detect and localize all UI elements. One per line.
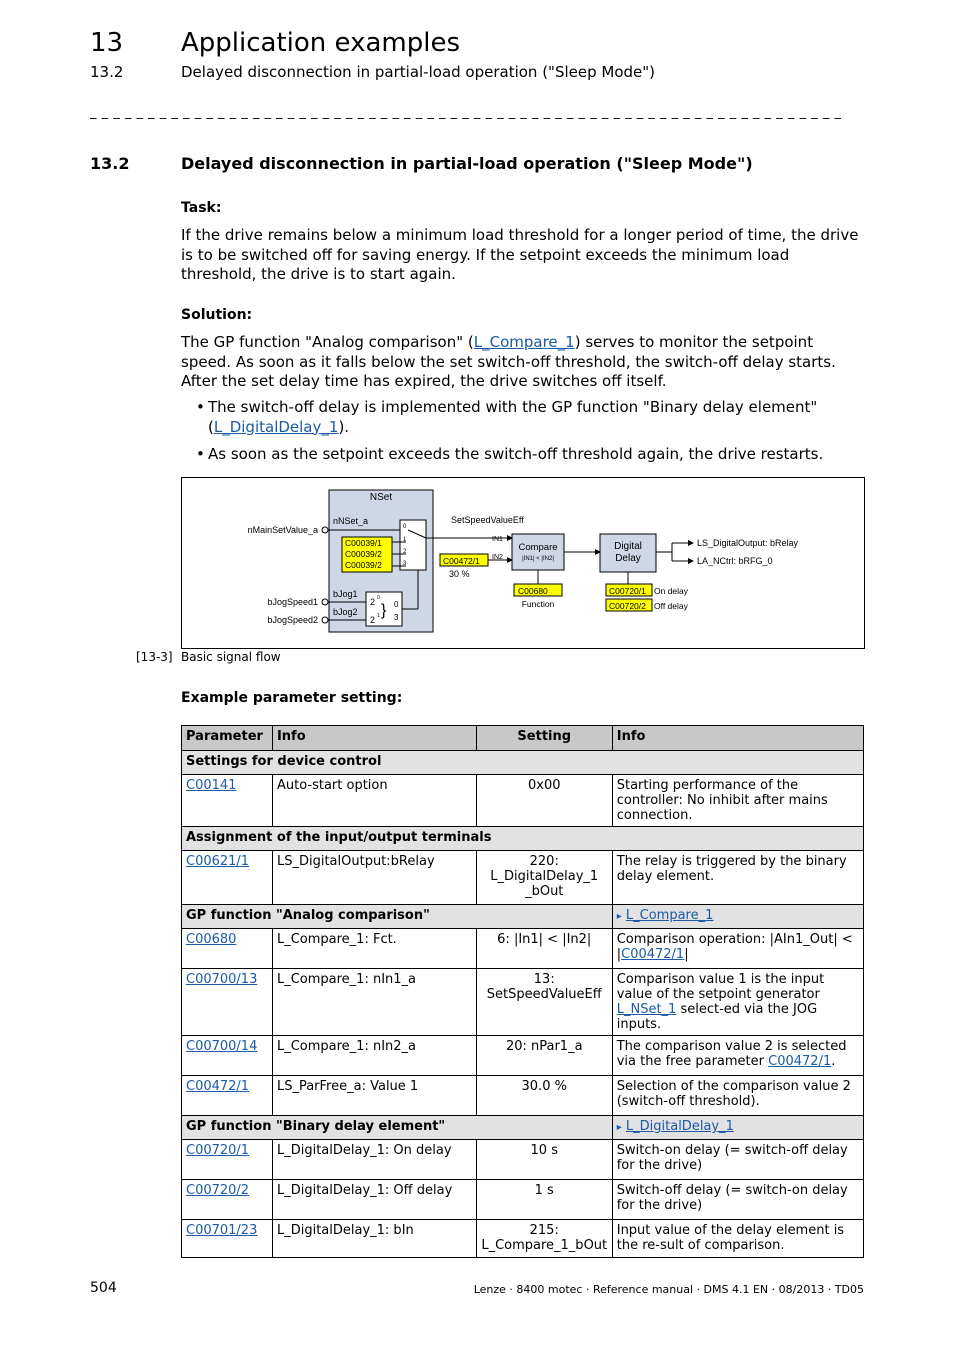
compare-op: |IN1| < |IN2| xyxy=(522,556,554,562)
row-info: Auto-start option xyxy=(272,775,476,827)
in1-label: IN1 xyxy=(492,536,503,543)
row-description: Comparison operation: |AIn1_Out| < |C00472/1| xyxy=(612,929,863,969)
col-setting: Setting xyxy=(476,726,612,751)
link-l-digitaldelay-1[interactable]: L_DigitalDelay_1 xyxy=(213,417,339,436)
header-section-number: 13.2 xyxy=(90,63,124,81)
signal-flow-svg xyxy=(182,478,864,648)
row-info: L_DigitalDelay_1: On delay xyxy=(272,1140,476,1180)
figure-caption: Basic signal flow xyxy=(181,650,281,664)
row-description: Comparison value 1 is the input value of the setpoint generator L_NSet_1 select-ed via the JOG inputs. xyxy=(612,969,863,1036)
nset-a-label: nNSet_a xyxy=(333,516,369,526)
sel-2: 2 xyxy=(403,549,407,555)
pct-label: 30 % xyxy=(449,569,470,579)
c472-label: C00472/1 xyxy=(443,556,480,566)
row-setting: 20: nPar1_a xyxy=(476,1036,612,1076)
header-section-title: Delayed disconnection in partial-load operation ("Sleep Mode") xyxy=(181,63,656,81)
task-label: Task: xyxy=(181,200,222,216)
link-c00472-1[interactable]: C00472/1 xyxy=(621,947,685,962)
section-number: 13.2 xyxy=(90,154,130,173)
row-info: LS_DigitalOutput:bRelay xyxy=(272,851,476,905)
bjog1-in-label: bJog1 xyxy=(333,589,358,599)
param-link[interactable]: C00720/2 xyxy=(186,1183,250,1198)
footer-text: Lenze · 8400 motec · Reference manual · DMS 4.1 EN · 08/2013 · TD05 xyxy=(473,1283,864,1296)
on-delay-label: On delay xyxy=(654,586,689,596)
param-link[interactable]: C00680 xyxy=(186,932,237,947)
chevron-right-icon: ▸ xyxy=(616,1122,622,1133)
table-row xyxy=(182,1180,864,1220)
row-info: LS_ParFree_a: Value 1 xyxy=(272,1076,476,1116)
nmain-input-label: nMainSetValue_a xyxy=(247,525,318,535)
bjog2-in-label: bJog2 xyxy=(333,607,358,617)
table-row xyxy=(182,775,864,827)
table-row xyxy=(182,851,864,905)
row-setting: 220: L_DigitalDelay_1 _bOut xyxy=(476,851,612,905)
param-link[interactable]: C00141 xyxy=(186,778,237,793)
param-link[interactable]: C00621/1 xyxy=(186,854,250,869)
section-analog-comparison: GP function "Analog comparison" xyxy=(182,905,613,929)
solution-text: The GP function "Analog comparison" (L_Compare_1) serves to monitor the setpoint speed. As soon as it falls below the set switch-off threshold, the switch-off delay starts. After the set delay time has expired, the drive switches off itself. xyxy=(181,333,836,390)
row-description: Selection of the comparison value 2 (switch-off threshold). xyxy=(612,1076,863,1116)
link-l-compare-1[interactable]: L_Compare_1 xyxy=(473,333,575,351)
row-description: The relay is triggered by the binary delay element. xyxy=(612,851,863,905)
table-row xyxy=(182,969,864,1036)
out-relay-label: LS_DigitalOutput: bRelay xyxy=(697,538,799,548)
sel-3: 3 xyxy=(403,561,407,567)
row-description: Starting performance of the controller: No inhibit after mains connection. xyxy=(612,775,863,827)
jog-dec-2b: 2 xyxy=(370,615,376,625)
task-text: If the drive remains below a minimum load threshold for a longer period of time, the drive is to be switched off for saving energy. If the setpoint exceeds the minimum load threshold, the drive is to start again. xyxy=(181,226,859,283)
header-separator: _ _ _ _ _ _ _ _ _ _ _ _ _ _ _ _ _ _ _ _ _ _ _ _ _ _ _ _ _ _ _ _ _ _ _ _ _ _ _ _ _ _ _ _ _ _ _ _ _ _ _ _ _ _ _ _ _ _ _ _ _ _ _ _ _ xyxy=(90,105,842,120)
col-info2: Info xyxy=(612,726,863,751)
bullet-restart: As soon as the setpoint exceeds the switch-off threshold again, the drive restarts. xyxy=(208,445,824,463)
row-setting: 215: L_Compare_1_bOut xyxy=(476,1220,612,1258)
nset-title: NSet xyxy=(369,492,393,503)
jog-dec-out-0: 0 xyxy=(394,600,399,609)
section-device-control: Settings for device control xyxy=(182,751,864,775)
jog-dec-1: 1 xyxy=(377,613,380,619)
off-delay-label: Off delay xyxy=(654,601,688,611)
bjogspeed2-label: bJogSpeed2 xyxy=(267,615,318,625)
col-parameter: Parameter xyxy=(182,726,273,751)
sel-1: 1 xyxy=(403,537,407,543)
table-row xyxy=(182,1140,864,1180)
row-description: Switch-off delay (= switch-on delay for the drive) xyxy=(612,1180,863,1220)
compare-title: Compare xyxy=(518,542,558,553)
chapter-number: 13 xyxy=(90,28,124,58)
sel-0: 0 xyxy=(403,524,407,530)
table-row xyxy=(182,1076,864,1116)
function-label: Function xyxy=(521,599,555,609)
row-info: L_Compare_1: nIn2_a xyxy=(272,1036,476,1076)
section-io-terminals: Assignment of the input/output terminals xyxy=(182,827,864,851)
setspeed-label: SetSpeedValueEff xyxy=(451,515,524,525)
bullet-switch-off-delay: The switch-off delay is implemented with the GP function "Binary delay element" (L_DigitalDelay_1). xyxy=(208,398,818,436)
c720-2-label: C00720/2 xyxy=(609,601,646,611)
chevron-right-icon: ▸ xyxy=(616,911,622,922)
link-l-compare-1[interactable]: L_Compare_1 xyxy=(625,908,714,923)
section-title: Delayed disconnection in partial-load operation ("Sleep Mode") xyxy=(181,154,753,173)
section-binary-delay: GP function "Binary delay element" xyxy=(182,1116,613,1140)
link-l-digitaldelay-1[interactable]: L_DigitalDelay_1 xyxy=(625,1119,734,1134)
row-setting: 30.0 % xyxy=(476,1076,612,1116)
c39-1-label: C00039/1 xyxy=(345,538,382,548)
link-c00472-1[interactable]: C00472/1 xyxy=(768,1054,832,1069)
solution-label: Solution: xyxy=(181,307,253,323)
col-info: Info xyxy=(272,726,476,751)
link-l-nset-1[interactable]: L_NSet_1 xyxy=(616,1002,677,1017)
bullet-marker: • xyxy=(196,445,205,463)
row-info: L_Compare_1: nIn1_a xyxy=(272,969,476,1036)
jog-dec-2a: 2 xyxy=(370,597,376,607)
row-setting: 10 s xyxy=(476,1140,612,1180)
chapter-title: Application examples xyxy=(181,28,460,58)
row-setting: 6: |In1| < |In2| xyxy=(476,929,612,969)
table-row xyxy=(182,1220,864,1258)
out-rfg-label: LA_NCtrl: bRFG_0 xyxy=(697,556,773,566)
row-description: The comparison value 2 is selected via the free parameter C00472/1. xyxy=(612,1036,863,1076)
row-info: L_DigitalDelay_1: bIn xyxy=(272,1220,476,1258)
bullet-marker: • xyxy=(196,398,205,416)
example-label: Example parameter setting: xyxy=(181,690,403,706)
digital-label: Digital xyxy=(614,541,642,552)
signal-flow-diagram xyxy=(181,477,865,649)
param-link[interactable]: C00700/14 xyxy=(186,1039,258,1054)
parameter-table xyxy=(181,725,864,1258)
c39-2-label: C00039/2 xyxy=(345,549,382,559)
param-link[interactable]: C00701/23 xyxy=(186,1223,258,1238)
param-link[interactable]: C00700/13 xyxy=(186,972,258,987)
table-row xyxy=(182,929,864,969)
delay-label: Delay xyxy=(615,553,641,564)
c720-1-label: C00720/1 xyxy=(609,586,646,596)
row-setting: 0x00 xyxy=(476,775,612,827)
row-info: L_DigitalDelay_1: Off delay xyxy=(272,1180,476,1220)
in2-label: IN2 xyxy=(492,554,503,561)
table-header-row xyxy=(182,726,864,751)
row-setting: 1 s xyxy=(476,1180,612,1220)
table-row xyxy=(182,1036,864,1076)
param-link[interactable]: C00720/1 xyxy=(186,1143,250,1158)
row-description: Switch-on delay (= switch-off delay for the drive) xyxy=(612,1140,863,1180)
figure-caption-number: [13-3] xyxy=(136,650,173,664)
row-setting: 13: SetSpeedValueEff xyxy=(476,969,612,1036)
page-number: 504 xyxy=(90,1280,117,1296)
c680-label: C00680 xyxy=(518,586,548,596)
jog-brace: } xyxy=(381,602,387,619)
row-info: L_Compare_1: Fct. xyxy=(272,929,476,969)
bjogspeed1-label: bJogSpeed1 xyxy=(267,597,318,607)
param-link[interactable]: C00472/1 xyxy=(186,1079,250,1094)
c39-3-label: C00039/2 xyxy=(345,560,382,570)
row-description: Input value of the delay element is the re-sult of comparison. xyxy=(612,1220,863,1258)
jog-dec-out-3: 3 xyxy=(394,613,399,622)
jog-dec-0: 0 xyxy=(377,595,380,601)
